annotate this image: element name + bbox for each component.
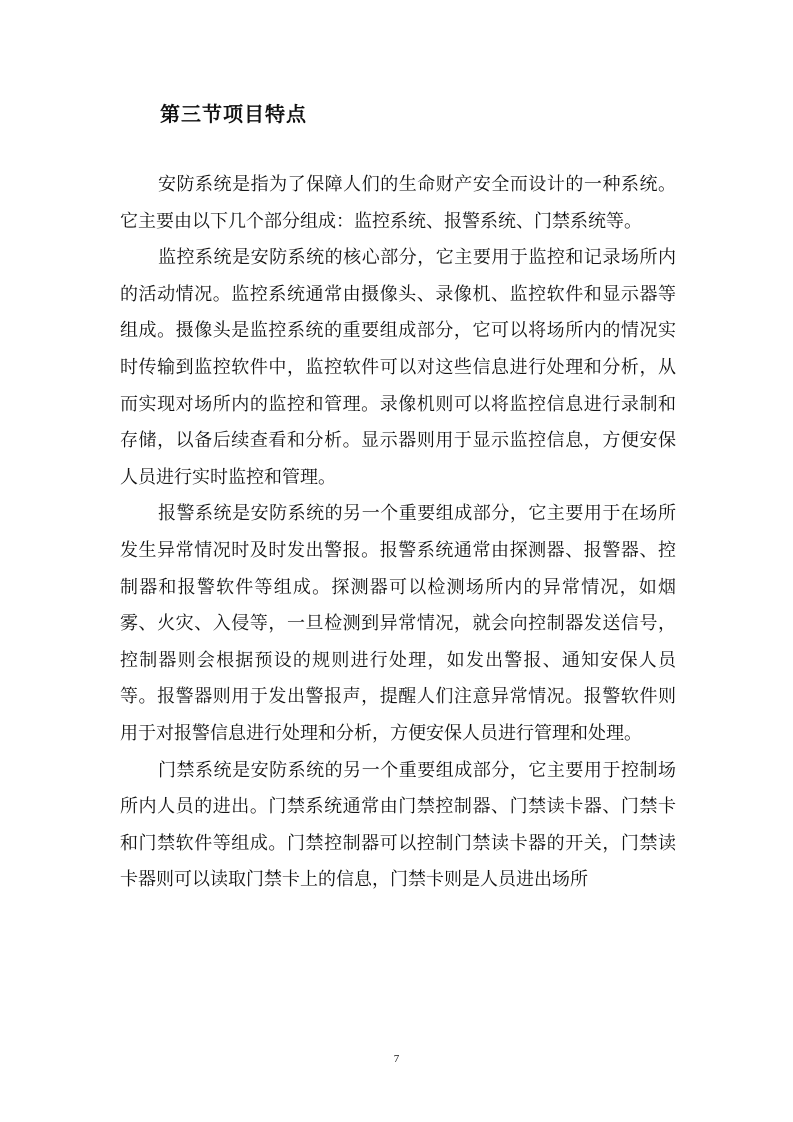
section-heading: 第三节项目特点 xyxy=(160,102,307,126)
paragraph-monitoring-system: 监控系统是安防系统的核心部分，它主要用于监控和记录场所内的活动情况。监控系统通常由摄像头、录像机、监控软件和显示器等组成。摄像头是监控系统的重要组成部分，它可以将场所内的情况实时传输到监控软件中，监控软件可以对这些信息进行处理和分析，从而实现对场所内的监控和管理。录像机则可以将监控信息进行录制和存储，以备后续查看和分析。显示器则用于显示监控信息，方便安保人员进行实时监控和管理。 xyxy=(120,247,676,488)
body-text xyxy=(120,167,676,899)
page-number: 7 xyxy=(393,1053,400,1065)
paragraph-access-control-system: 门禁系统是安防系统的另一个重要组成部分，它主要用于控制场所内人员的进出。门禁系统通常由门禁控制器、门禁读卡器、门禁卡和门禁软件等组成。门禁控制器可以控制门禁读卡器的开关，门禁读卡器则可以读取门禁卡上的信息，门禁卡则是人员进出场所 xyxy=(120,759,676,891)
paragraph-alarm-system: 报警系统是安防系统的另一个重要组成部分，它主要用于在场所发生异常情况时及时发出警报。报警系统通常由探测器、报警器、控制器和报警软件等组成。探测器可以检测场所内的异常情况，如烟雾、火灾、入侵等，一旦检测到异常情况，就会向控制器发送信号，控制器则会根据预设的规则进行处理，如发出警报、通知安保人员等。报警器则用于发出警报声，提醒人们注意异常情况。报警软件则用于对报警信息进行处理和分析，方便安保人员进行管理和处理。 xyxy=(120,503,676,744)
paragraph-overview: 安防系统是指为了保障人们的生命财产安全而设计的一种系统。它主要由以下几个部分组成：监控系统、报警系统、门禁系统等。 xyxy=(120,174,676,232)
